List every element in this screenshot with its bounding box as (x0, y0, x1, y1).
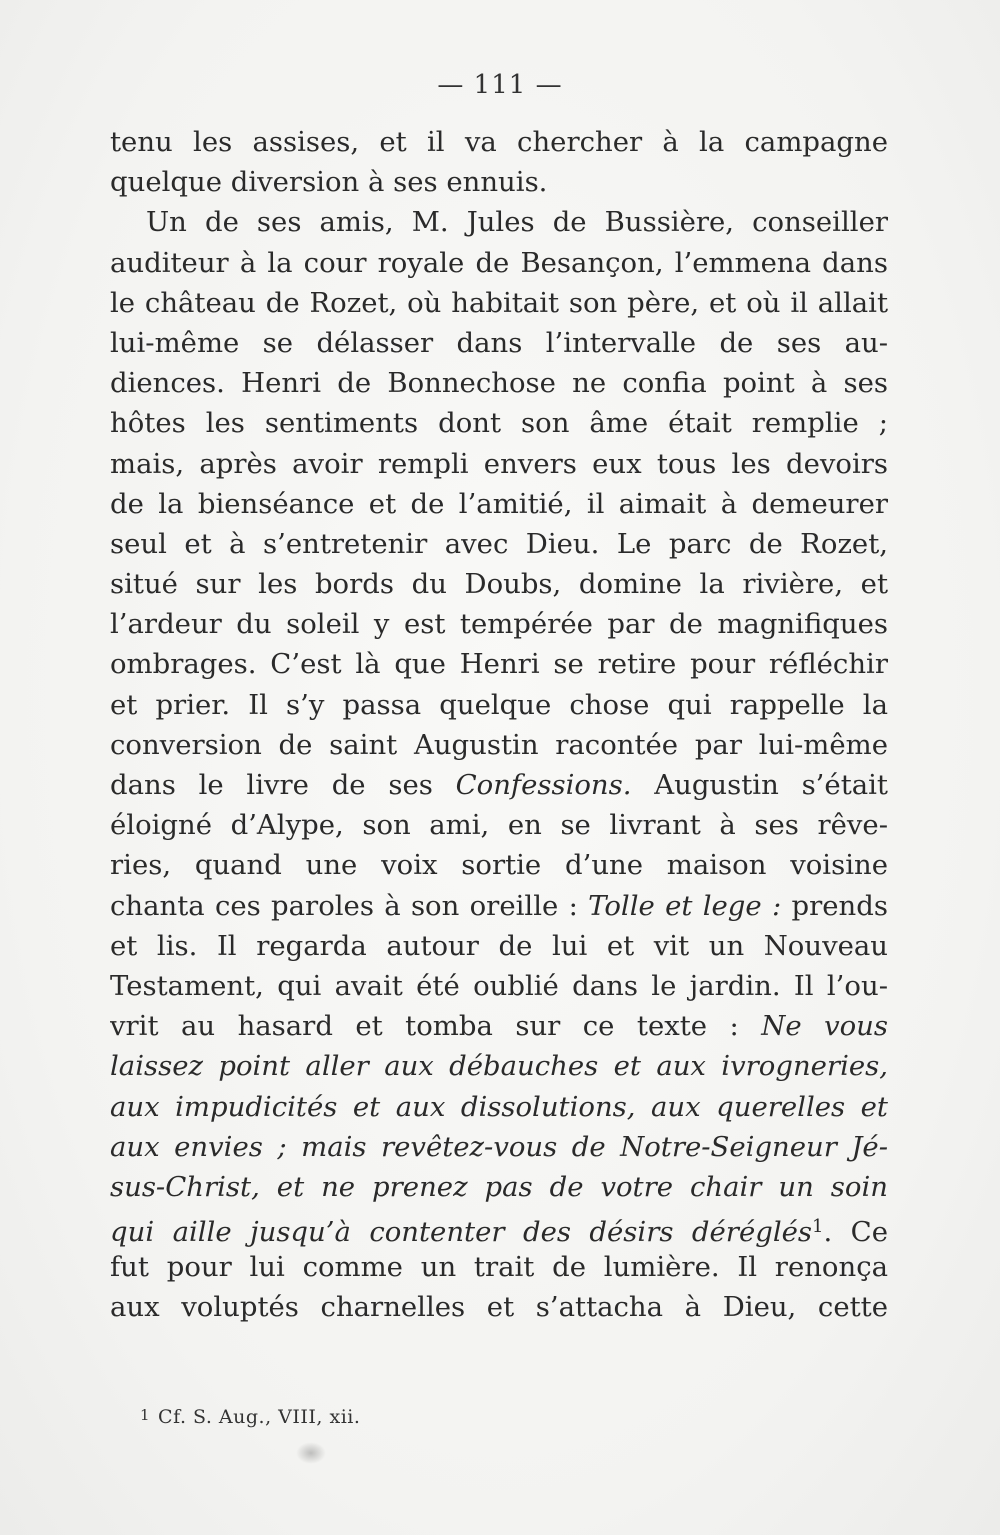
text-line: Un de ses amis, M. Jules de Bussière, conseiller (146, 206, 888, 239)
footnote-text: Cf. S. Aug., VIII, xii. (158, 1406, 361, 1428)
text-line: l’ardeur du soleil y est tempérée par de magnifiques (110, 608, 888, 641)
italic-text-run: aux envies ; mais revêtez-vous de Notre-Seigneur Jé- (110, 1130, 888, 1163)
text-line: situé sur les bords du Doubs, domine la rivière, et (110, 568, 888, 601)
ink-smudge (296, 1442, 326, 1464)
italic-text-run: qui aille jusqu’à contenter des désirs déréglés (110, 1216, 813, 1248)
text-line: de la bienséance et de l’amitié, il aimait à demeurer (110, 487, 888, 520)
text-run: Augustin s’était (631, 769, 888, 801)
text-line: éloigné d’Alype, son ami, en se livrant à ses rêve- (110, 809, 888, 842)
text-line: conversion de saint Augustin racontée par lui-même (110, 728, 888, 761)
text-line: le château de Rozet, où habitait son père, et où il allait (110, 286, 888, 319)
text-line (110, 1006, 888, 1046)
body-text (110, 122, 888, 1328)
text-line: ombrages. C’est là que Henri se retire pour réfléchir (110, 648, 888, 681)
text-run: dans le livre de ses (110, 769, 456, 801)
text-line: diences. Henri de Bonnechose ne confia point à ses (110, 367, 888, 400)
italic-text-run: sus-Christ, et ne prenez pas de votre chair un soin (110, 1170, 888, 1203)
text-line: ries, quand une voix sortie d’une maison voisine (110, 849, 888, 882)
text-line (110, 1087, 888, 1127)
text-line: tenu les assises, et il va chercher à la campagne (110, 126, 888, 158)
text-line: fut pour lui comme un trait de lumière. Il renonça (110, 1251, 888, 1284)
text-run: prends (781, 889, 888, 922)
italic-text-run: laissez point aller aux débauches et aux ivrogneries, (110, 1050, 888, 1083)
text-line: hôtes les sentiments dont son âme était remplie ; (110, 407, 888, 440)
text-line: et prier. Il s’y passa quelque chose qui rappelle la (110, 688, 888, 721)
footnote-mark: 1 (140, 1406, 151, 1424)
text-line (110, 1207, 888, 1247)
italic-text-run: Tolle et lege : (588, 889, 782, 922)
text-line: Testament, qui avait été oublié dans le jardin. Il l’ou- (110, 969, 888, 1002)
italic-text-run: Ne vous (761, 1010, 888, 1043)
text-line: aux voluptés charnelles et s’attacha à Dieu, cette (110, 1291, 888, 1324)
text-line (110, 765, 888, 805)
text-line: seul et à s’entretenir avec Dieu. Le parc de Rozet, (110, 527, 888, 560)
page-number: — 111 — (437, 70, 563, 100)
text-line: et lis. Il regarda autour de lui et vit un Nouveau (110, 929, 888, 962)
text-line (110, 1127, 888, 1167)
text-run: chanta ces paroles à son oreille : (110, 889, 589, 922)
italic-text-run: aux impudicités et aux dissolutions, aux querelles et (110, 1090, 888, 1123)
text-line: auditeur à la cour royale de Besançon, l’emmena dans (110, 246, 888, 279)
text-line: lui-même se délasser dans l’intervalle de ses au- (110, 326, 888, 359)
text-run: vrit au hasard et tomba sur ce texte : (110, 1010, 762, 1043)
footnote (140, 1406, 360, 1428)
text-run: . Ce (823, 1216, 888, 1248)
text-line: mais, après avoir rempli envers eux tous les devoirs (110, 447, 888, 480)
text-line (110, 1046, 888, 1086)
text-line: quelque diversion à ses ennuis. (110, 166, 548, 199)
footnote-reference: 1 (812, 1216, 824, 1238)
text-line (110, 1167, 888, 1207)
italic-text-run: Confessions. (455, 769, 632, 801)
text-line (110, 886, 888, 926)
